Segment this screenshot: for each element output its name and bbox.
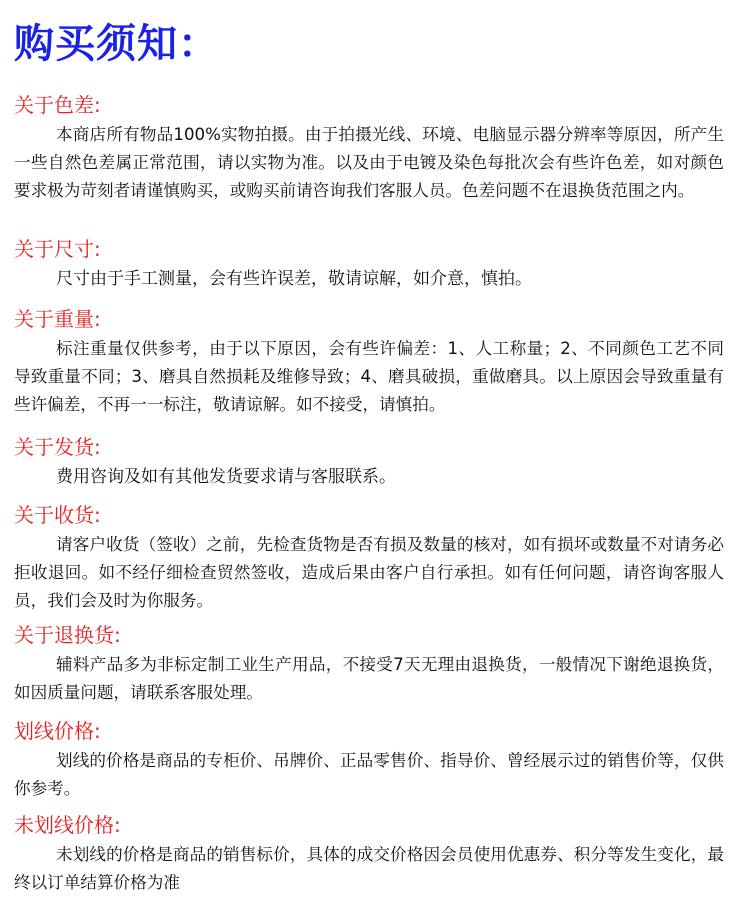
section-heading: 关于尺寸: (14, 237, 101, 261)
section-body: 未划线的价格是商品的销售标价，具体的成交价格因会员使用优惠券、积分等发生变化，最终以订单结算价格为准 (14, 845, 724, 892)
section-body: 辅料产品多为非标定制工业生产用品，不接受7天无理由退换货，一般情况下谢绝退换货，如因质量问题，请联系客服处理。 (14, 655, 724, 702)
section-heading: 关于色差: (14, 93, 101, 117)
section-returns (14, 622, 724, 707)
section-size (14, 236, 724, 293)
section-heading: 关于收货: (14, 503, 101, 527)
section-regular-price (14, 812, 724, 897)
section-weight (14, 306, 724, 419)
section-color-difference (14, 92, 724, 205)
section-heading: 未划线价格: (14, 813, 121, 837)
section-body: 请客户收货（签收）之前，先检查货物是否有损及数量的核对，如有损坏或数量不对请务必拒收退回。如不经仔细检查贸然签收，造成后果由客户自行承担。如有任何问题，请咨询客服人员，我们会及时为你服务。 (14, 535, 724, 610)
section-body: 尺寸由于手工测量，会有些许误差，敬请谅解，如介意，慎拍。 (56, 269, 532, 289)
section-strikethrough-price (14, 718, 724, 803)
section-heading: 关于退换货: (14, 623, 121, 647)
section-shipping (14, 434, 724, 491)
section-receiving (14, 502, 724, 615)
section-body: 标注重量仅供参考，由于以下原因，会有些许偏差：1、人工称量；2、不同颜色工艺不同导致重量不同；3、磨具自然损耗及维修导致；4、磨具破损，重做磨具。以上原因会导致重量有些许偏差，不再一一标注，敬请谅解。如不接受，请慎拍。 (14, 339, 724, 414)
section-heading: 划线价格: (14, 719, 101, 743)
section-body: 本商店所有物品100%实物拍摄。由于拍摄光线、环境、电脑显示器分辨率等原因，所产生一些自然色差属正常范围，请以实物为准。以及由于电镀及染色每批次会有些许色差，如对颜色要求极为苛刻者请谨慎购买，或购买前请咨询我们客服人员。色差问题不在退换货范围之内。 (14, 125, 724, 200)
section-body: 划线的价格是商品的专柜价、吊牌价、正品零售价、指导价、曾经展示过的销售价等，仅供你参考。 (14, 751, 724, 798)
section-heading: 关于重量: (14, 307, 101, 331)
section-heading: 关于发货: (14, 435, 101, 459)
section-body: 费用咨询及如有其他发货要求请与客服联系。 (56, 467, 396, 487)
page-title: 购买须知： (14, 21, 219, 67)
